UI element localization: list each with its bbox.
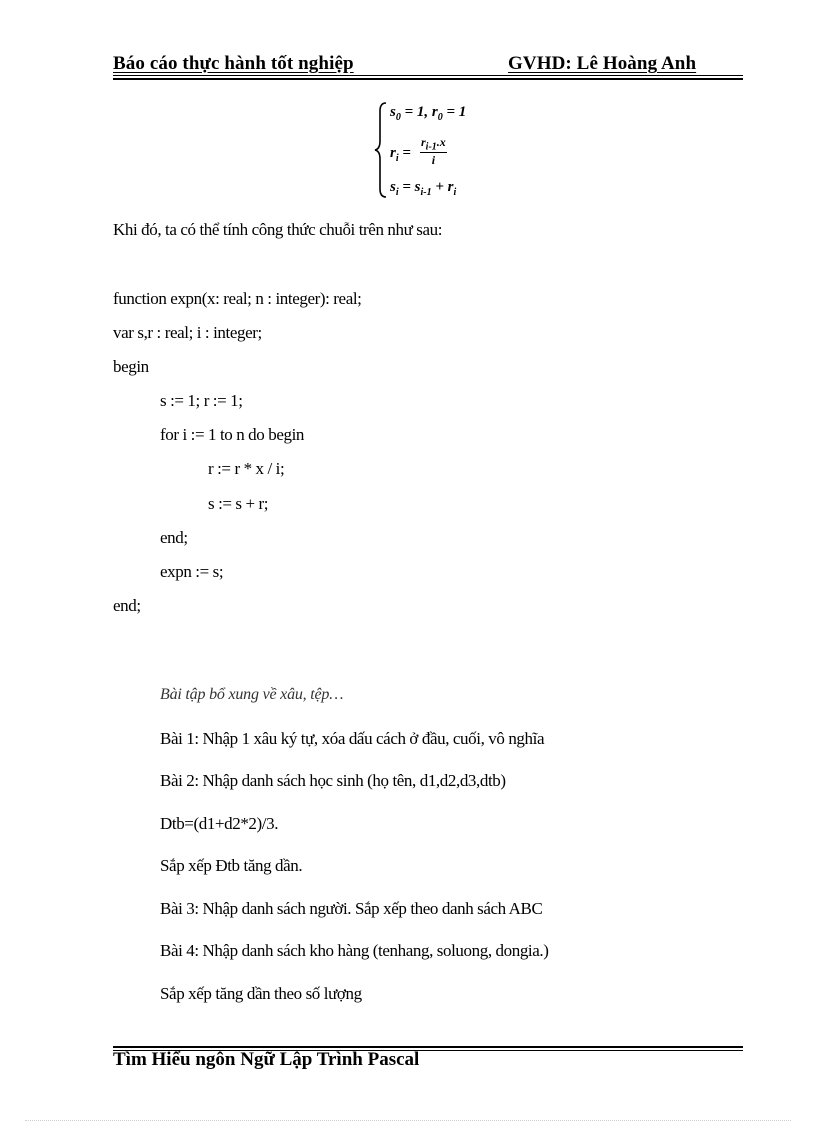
code-line: begin [113, 357, 149, 376]
exercise-item: Sắp xếp tăng dần theo số lượng [160, 984, 362, 1003]
header-supervisor: GVHD: Lê Hoàng Anh [508, 53, 697, 74]
formula-line-1: $s_0 = 1$, $r_0 = 1$ [390, 104, 467, 123]
code-line: var s,r : real; i : integer; [113, 323, 262, 342]
header-rule-thin [113, 75, 743, 76]
code-line: expn := s; [160, 562, 224, 581]
code-line: for i := 1 to n do begin [160, 425, 304, 444]
exercise-item: Bài 1: Nhập 1 xâu ký tự, xóa dấu cách ở đầu, cuối, vô nghĩa [160, 729, 545, 748]
code-line: function expn(x: real; n : integer): real; [113, 289, 362, 308]
formula-line-3: $s_i = s_{i-1} + r_i$ [390, 179, 457, 198]
left-brace [374, 101, 388, 199]
code-line: s := 1; r := 1; [160, 391, 243, 410]
exercise-item: Dtb=(d1+d2*2)/3. [160, 814, 279, 833]
exercises-title: Bài tập bổ xung về xâu, tệp… [160, 686, 344, 703]
code-line: s := s + r; [208, 494, 269, 513]
page-edge-dotted-line [25, 1120, 791, 1121]
exercise-item: Bài 4: Nhập danh sách kho hàng (tenhang, soluong, dongia.) [160, 941, 549, 960]
footer-rule-thick [113, 1046, 743, 1048]
exercise-item: Bài 3: Nhập danh sách người. Sắp xếp theo danh sách ABC [160, 899, 543, 918]
formula-fraction: $\frac{r_{i-1}.x}{i}$ [421, 135, 446, 168]
code-line: end; [160, 528, 188, 547]
code-line: r := r * x / i; [208, 459, 285, 478]
header-title: Báo cáo thực hành tốt nghiệp [113, 53, 354, 74]
exercise-item: Bài 2: Nhập danh sách học sinh (họ tên, d1,d2,d3,dtb) [160, 771, 506, 790]
code-line: end; [113, 596, 141, 615]
intro-text: Khi đó, ta có thể tính công thức chuỗi trên như sau: [113, 220, 443, 239]
footer-title: Tìm Hiểu ngôn Ngữ Lập Trình Pascal [113, 1049, 420, 1070]
recurrence-formula [374, 101, 504, 201]
formula-line-2-lhs: $r_i$ = [390, 145, 411, 164]
exercise-item: Sắp xếp Đtb tăng dần. [160, 856, 303, 875]
header-rule-thick [113, 78, 743, 80]
